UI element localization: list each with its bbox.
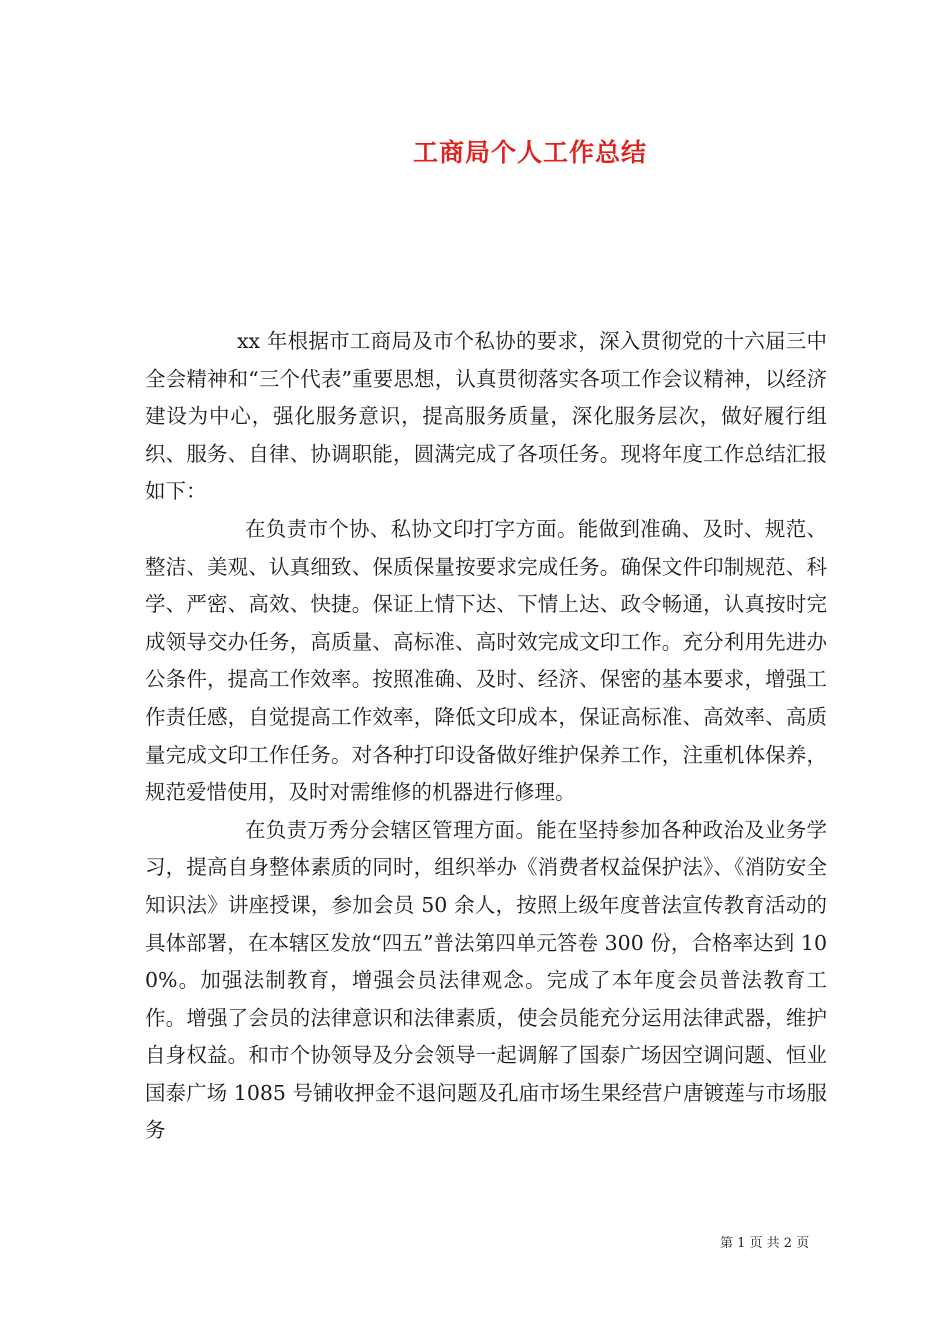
paragraph-branch-management: 在负责万秀分会辖区管理方面。能在坚持参加各种政治及业务学习，提高自身整体素质的同时，组织举办《消费者权益保护法》、《消防安全知识法》讲座授课，参加会员 50 余人，按照上级年度普法宣传教育活动的具体部署，在本辖区发放“四五”普法第四单元答卷 300 份，合格率达到 100%。加强法制教育，增强会员法律观念。完成了本年度会员普法教育工作。增强了会员的法律意识和法律素质，使会员能充分运用法律武器，维护自身权益。和市个协领导及分会领导一起调解了国泰广场因空调问题、恒业国泰广场 1085 号铺收押金不退问题及孔庙市场生果经营户唐镀莲与市场服务 [145, 817, 827, 1143]
document-body [145, 323, 827, 1150]
page-number: 第 1 页 共 2 页 [720, 1236, 810, 1251]
document-title: 工商局个人工作总结 [412, 138, 647, 167]
paragraph-printing-duties: 在负责市个协、私协文印打字方面。能做到准确、及时、规范、整洁、美观、认真细致、保质保量按要求完成任务。确保文件印制规范、科学、严密、高效、快捷。保证上情下达、下情上达、政令畅通，认真按时完成领导交办任务，高质量、高标准、高时效完成文印工作。充分利用先进办公条件，提高工作效率。按照准确、及时、经济、保密的基本要求，增强工作责任感，自觉提高工作效率，降低文印成本，保证高标准、高效率、高质量完成文印工作任务。对各种打印设备做好维护保养工作，注重机体保养，规范爱惜使用，及时对需维修的机器进行修理。 [145, 516, 827, 805]
paragraph-intro: xx 年根据市工商局及市个私协的要求，深入贯彻党的十六届三中全会精神和“三个代表”重要思想，认真贯彻落实各项工作会议精神，以经济建设为中心，强化服务意识，提高服务质量，深化服务层次，做好履行组织、服务、自律、协调职能，圆满完成了各项任务。现将年度工作总结汇报如下： [145, 329, 827, 504]
